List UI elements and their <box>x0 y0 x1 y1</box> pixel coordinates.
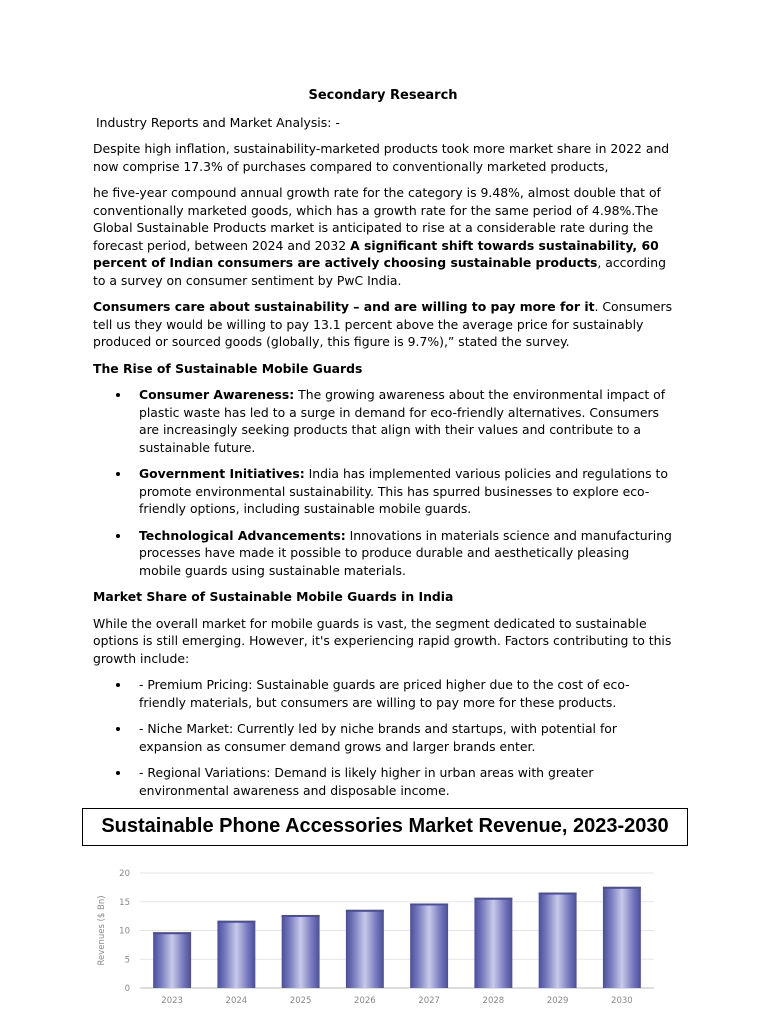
bar-top-2030 <box>603 887 641 889</box>
bar-2029 <box>539 893 577 988</box>
bar-2028 <box>474 898 512 988</box>
paragraph-consumers-tail: . Consumers tell us they would be willing to pay 13.1 percent above the average price for sustainably produced or sourced goods (globally, this figure is 9.7%),” stated the survey. <box>93 299 673 349</box>
paragraph-growth-bold: A significant shift towards sustainability, 60 percent of Indian consumers are actively choosing sustainable products <box>93 237 659 270</box>
bar-2023 <box>153 932 191 988</box>
paragraph-market-intro: While the overall market for mobile guards is vast, the segment dedicated to sustainable options is still emerging. However, it's experiencing rapid growth. Factors contributing to this growth include: <box>93 615 672 666</box>
list-item-text: India has implemented various policies and regulations to promote environmental sustainability. This has spurred businesses to explore eco-friendly options, including sustainable mobile guards. <box>139 466 668 516</box>
bar-2026 <box>346 910 384 988</box>
paragraph-inflation: Despite high inflation, sustainability-marketed products took more market share in 2022 and now comprise 17.3% of purchases compared to conventionally marketed products, <box>93 141 670 174</box>
x-tick-label: 2023 <box>161 996 183 1006</box>
section-heading-market-share: Market Share of Sustainable Mobile Guards in India <box>93 589 454 604</box>
chart-title: Sustainable Phone Accessories Market Revenue, 2023-2030 <box>82 808 688 846</box>
list-item-label: Consumer Awareness: <box>139 387 295 402</box>
y-tick-label: 0 <box>124 984 130 994</box>
paragraph-growth-text: he five-year compound annual growth rate for the category is 9.48%, almost double that of conventionally marketed goods, which has a growth rate for the same period of 4.98%.The Global Sustainable Products market is anticipated to rise at a considerable rate during the forecast period, between 2024 and 2032 <box>93 185 661 253</box>
bar-2024 <box>217 921 255 988</box>
x-tick-label: 2025 <box>289 996 312 1006</box>
bar-top-2028 <box>474 898 512 900</box>
y-tick-label: 15 <box>119 897 130 908</box>
x-tick-label: 2028 <box>482 996 505 1006</box>
y-tick-label: 10 <box>119 926 130 937</box>
y-axis-label: Revenues ($ Bn) <box>97 895 107 966</box>
x-axis-ticks <box>161 996 632 1006</box>
list-item: - Niche Market: Currently led by niche brands and startups, with potential for expansion as consumer demand grows and larger brands enter. <box>93 720 673 755</box>
bar-2030 <box>603 887 641 988</box>
list-item: - Premium Pricing: Sustainable guards are priced higher due to the cost of eco-friendly materials, but consumers are willing to pay more for these products. <box>93 676 673 711</box>
list-item: - Regional Variations: Demand is likely higher in urban areas with greater environmental awareness and disposable income. <box>93 764 673 799</box>
rise-list <box>93 386 673 579</box>
x-tick-label: 2030 <box>611 996 633 1006</box>
subtitle: Industry Reports and Market Analysis: - <box>96 114 340 130</box>
list-item-label: Technological Advancements: <box>139 527 346 543</box>
x-tick-label: 2024 <box>225 996 248 1006</box>
bar-top-2025 <box>282 915 320 917</box>
list-item <box>93 386 673 456</box>
page-title: Secondary Research <box>308 88 458 103</box>
factors-list <box>93 676 673 799</box>
paragraph-growth-tail: , according to a survey on consumer sentiment by PwC India. <box>93 255 666 288</box>
revenue-bar-chart <box>92 860 660 1010</box>
y-tick-label: 20 <box>119 869 130 879</box>
y-tick-label: 5 <box>124 955 130 966</box>
document-body <box>93 87 673 808</box>
y-axis-ticks <box>119 869 130 994</box>
paragraph-growth <box>93 184 673 289</box>
bar-top-2027 <box>410 903 448 905</box>
list-item-label: Government Initiatives: <box>139 466 305 481</box>
list-item-text: Innovations in materials science and manufacturing processes have made it possible to produce durable and aesthetically pleasing mobile guards using sustainable materials. <box>139 527 672 578</box>
bar-top-2026 <box>346 910 384 912</box>
x-tick-label: 2026 <box>354 996 376 1006</box>
bar-top-2023 <box>153 932 191 934</box>
bar-2025 <box>282 915 320 988</box>
list-item-text: The growing awareness about the environmental impact of plastic waste has led to a surge in demand for eco-friendly alternatives. Consumers are increasingly seeking products that align with their values and contribute to a sustainable future. <box>139 387 666 455</box>
section-heading-rise: The Rise of Sustainable Mobile Guards <box>93 360 363 376</box>
paragraph-consumers-bold: Consumers care about sustainability – and are willing to pay more for it <box>93 299 595 314</box>
bar-top-2024 <box>217 921 255 923</box>
list-item <box>93 527 673 580</box>
list-item <box>93 465 673 518</box>
x-tick-label: 2027 <box>418 996 440 1006</box>
bar-2027 <box>410 903 448 988</box>
bar-top-2029 <box>539 893 577 895</box>
paragraph-consumers <box>93 298 673 351</box>
x-tick-label: 2029 <box>546 996 569 1006</box>
chart-gridlines <box>140 873 654 988</box>
